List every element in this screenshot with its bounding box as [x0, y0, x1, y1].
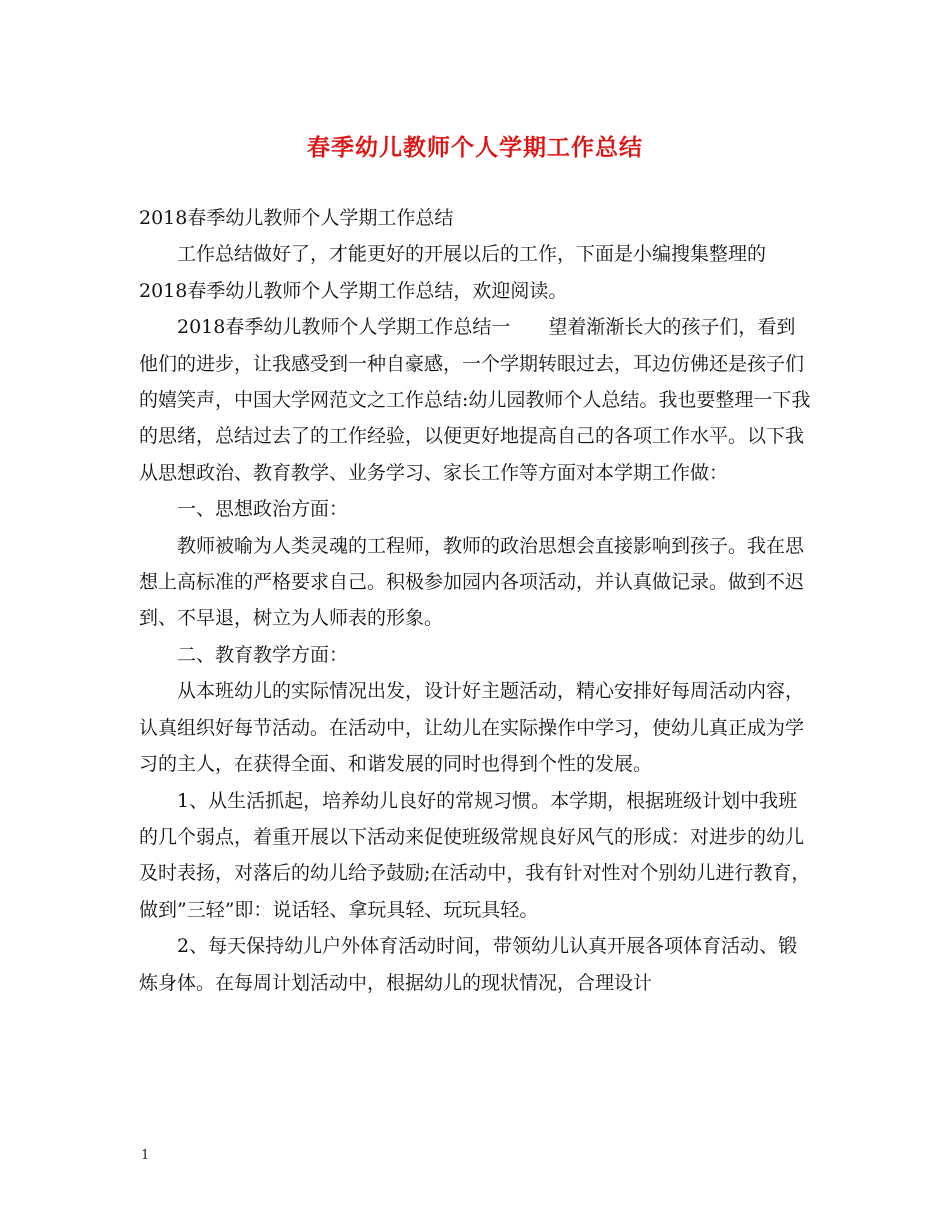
summary-paragraph: 2018春季幼儿教师个人学期工作总结一 望着渐渐长大的孩子们，看到他们的进步，让我感受到一种自豪感，一个学期转眼过去，耳边仿佛还是孩子们的嬉笑声，中国大学网范文之工作总结:幼儿园教师个人总结。我也要整理一下我的思绪，总结过去了的工作经验，以便更好地提高自己的各项工作水平。以下我从思想政治、教育教学、业务学习、家长工作等方面对本学期工作做：	[139, 316, 811, 484]
page-number: 1	[141, 1148, 150, 1163]
document-body	[139, 200, 813, 1001]
item-1-paragraph: 1、从生活抓起，培养幼儿良好的常规习惯。本学期，根据班级计划中我班的几个弱点，着重开展以下活动来促使班级常规良好风气的形成：对进步的幼儿及时表扬，对落后的幼儿给予鼓励;在活动中，我有针对性对个别幼儿进行教育，做到”三轻”即：说话轻、拿玩具轻、玩玩具轻。	[139, 789, 811, 921]
intro-paragraph: 工作总结做好了，才能更好的开展以后的工作，下面是小编搜集整理的2018春季幼儿教师个人学期工作总结，欢迎阅读。	[139, 243, 767, 302]
section-heading-teaching: 二、教育教学方面：	[177, 643, 349, 666]
teaching-paragraph: 从本班幼儿的实际情况出发，设计好主题活动，精心安排好每周活动内容，认真组织好每节活动。在活动中，让幼儿在实际操作中学习，使幼儿真正成为学习的主人，在获得全面、和谐发展的同时也得到个性的发展。	[139, 680, 805, 776]
item-2-paragraph: 2、每天保持幼儿户外体育活动时间，带领幼儿认真开展各项体育活动、锻炼身体。在每周计划活动中，根据幼儿的现状情况，合理设计	[139, 935, 798, 994]
subtitle-line: 2018春季幼儿教师个人学期工作总结	[139, 207, 454, 229]
section-heading-politics: 一、思想政治方面：	[177, 498, 349, 521]
document-title: 春季幼儿教师个人学期工作总结	[307, 134, 643, 161]
politics-paragraph: 教师被喻为人类灵魂的工程师，教师的政治思想会直接影响到孩子。我在思想上高标准的严格要求自己。积极参加园内各项活动，并认真做记录。做到不迟到、不早退，树立为人师表的形象。	[139, 534, 805, 630]
